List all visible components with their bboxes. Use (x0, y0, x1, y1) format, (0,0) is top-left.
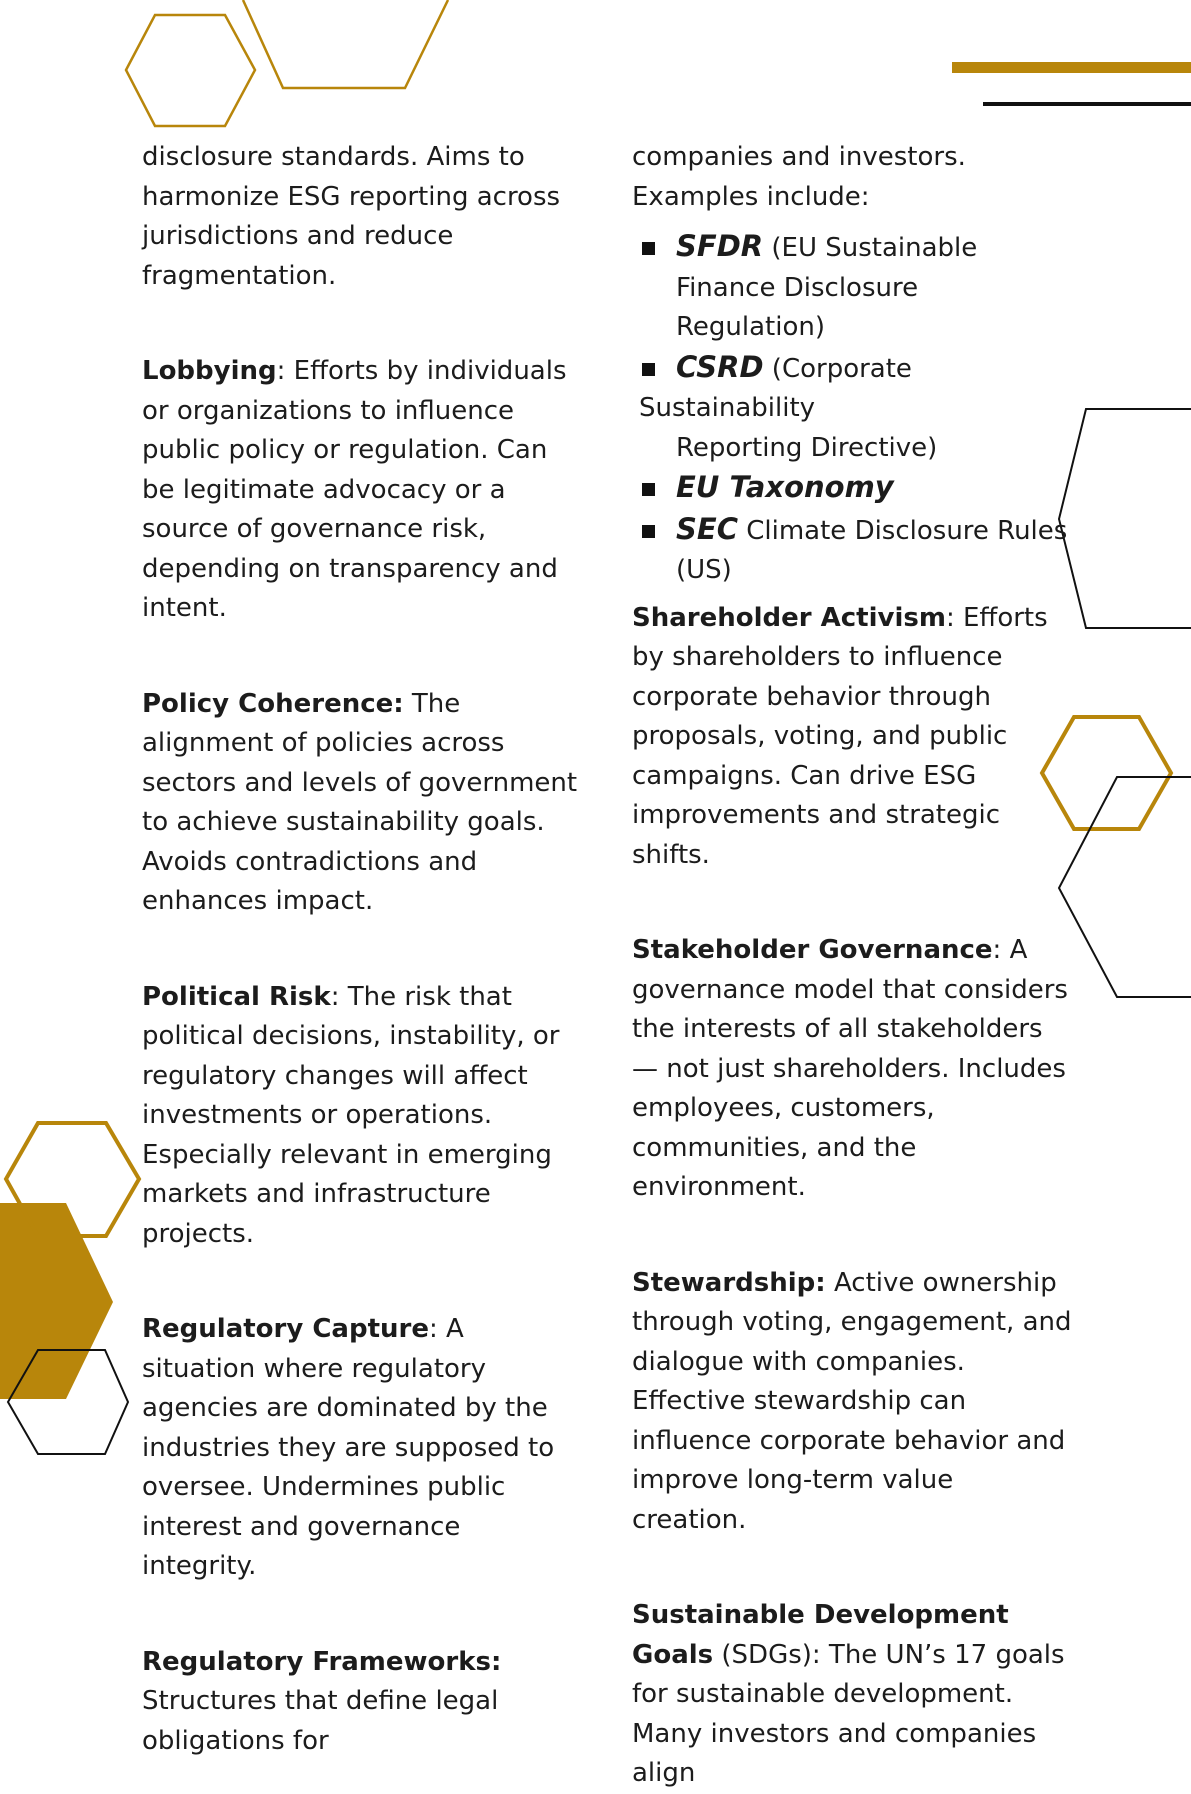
term-regulatory-capture-sep: : (428, 1314, 438, 1344)
entry-shareholder-activism (632, 599, 1072, 876)
right-intro-text: companies and investors. Examples include: (632, 142, 966, 212)
term-sdgs: Sustainable Development Goals (632, 1600, 1009, 1670)
left-intro-text: disclosure standards. Aims to harmonize ESG reporting across jurisdictions and reduce fragmentation. (142, 142, 561, 291)
acronym-sfdr: SFDR (676, 229, 764, 263)
acronym-csrd: CSRD (676, 349, 764, 384)
bullet-text-csrd-1: (Corporate (763, 353, 912, 384)
hexagon-black-partial-right-lower (1059, 777, 1191, 997)
definition-political-risk: The risk that political decisions, instability, or regulatory changes will affect investments or operations. Especially relevant in emerging markets and infrastructure projects. (142, 981, 560, 1249)
entry-regulatory-frameworks (142, 1643, 582, 1762)
entry-lobbying (142, 352, 582, 629)
hexagon-black-partial-right-upper (1059, 409, 1191, 628)
entry-stewardship (632, 1264, 1072, 1541)
hexagon-gold-filled-left (0, 1203, 113, 1399)
black-bar-top-right (983, 102, 1191, 106)
term-regulatory-frameworks: Regulatory Frameworks: (142, 1646, 502, 1677)
hexagon-gold-outline-top-left (126, 15, 255, 126)
acronym-eu-taxonomy: EU Taxonomy (676, 470, 894, 504)
definition-stakeholder-governance: A governance model that considers the interests of all stakeholders — not just shareholders. Includes employees, customers, communities, and the environment. (632, 935, 1068, 1202)
entry-policy-coherence (142, 685, 582, 922)
bullet-text-sfdr: (EU Sustainable Finance Disclosure Regulation) (676, 233, 978, 342)
entry-regulatory-capture (142, 1310, 582, 1587)
term-regulatory-capture: Regulatory Capture (142, 1314, 429, 1344)
bullet-square-icon (642, 363, 655, 376)
definition-policy-coherence: The alignment of policies across sectors and levels of government to achieve sustainability goals. Avoids contradictions and enhances impact. (142, 688, 578, 916)
term-shareholder-activism: Shareholder Activism (632, 602, 946, 633)
hexagon-gold-outline-left (6, 1123, 139, 1236)
list-item (632, 348, 1072, 469)
definition-lobbying: Efforts by individuals or organizations to influence public policy or regulation. Can be legitimate advocacy or a source of governance risk, depending on transparency and intent. (142, 356, 567, 623)
bullet-text-csrd-3: Reporting Directive) (676, 432, 938, 463)
bullet-text-csrd-2: Sustainability (639, 393, 816, 423)
term-stewardship: Stewardship: (632, 1267, 826, 1298)
gold-bar-top-right (952, 62, 1191, 73)
term-shareholder-activism-sep: : (945, 602, 955, 633)
list-item (632, 468, 1072, 510)
term-policy-coherence: Policy Coherence: (142, 688, 404, 719)
acronym-sec: SEC (676, 511, 738, 546)
definition-regulatory-capture: A situation where regulatory agencies are dominated by the industries they are supposed to oversee. Undermines public interest and governance integrity. (142, 1314, 555, 1581)
left-column (142, 138, 582, 1761)
term-lobbying: Lobbying (142, 356, 277, 386)
hexagon-gold-partial-top (243, 0, 448, 88)
definition-regulatory-frameworks: Structures that define legal obligations for (142, 1686, 499, 1756)
list-item (632, 510, 1072, 591)
regulation-examples-list (632, 227, 1072, 591)
bullet-square-icon (642, 525, 655, 538)
definition-stewardship: Active ownership through voting, engagement, and dialogue with companies. Effective stewardship can influence corporate behavior and improve long-term value creation. (632, 1267, 1072, 1535)
bullet-square-icon (642, 242, 655, 255)
bullet-text-sec: Climate Disclosure Rules (US) (676, 515, 1068, 585)
right-column (632, 138, 1072, 1794)
entry-stakeholder-governance (632, 931, 1072, 1208)
term-political-risk: Political Risk (142, 981, 331, 1012)
term-lobbying-sep: : (276, 356, 286, 386)
entry-political-risk (142, 978, 582, 1255)
definition-sdgs: (SDGs): The UN’s 17 goals for sustainable development. Many investors and companies align (632, 1639, 1065, 1788)
term-stakeholder-governance: Stakeholder Governance (632, 935, 993, 965)
term-political-risk-sep: : (330, 981, 340, 1012)
hexagon-black-outline-left (8, 1350, 128, 1454)
entry-sdgs (632, 1596, 1072, 1794)
definition-shareholder-activism: Efforts by shareholders to influence corporate behavior through proposals, voting, and public campaigns. Can drive ESG improvements and strategic shifts. (632, 602, 1048, 870)
term-stakeholder-governance-sep: : (992, 935, 1002, 965)
bullet-square-icon (642, 483, 655, 496)
list-item (632, 227, 1072, 348)
